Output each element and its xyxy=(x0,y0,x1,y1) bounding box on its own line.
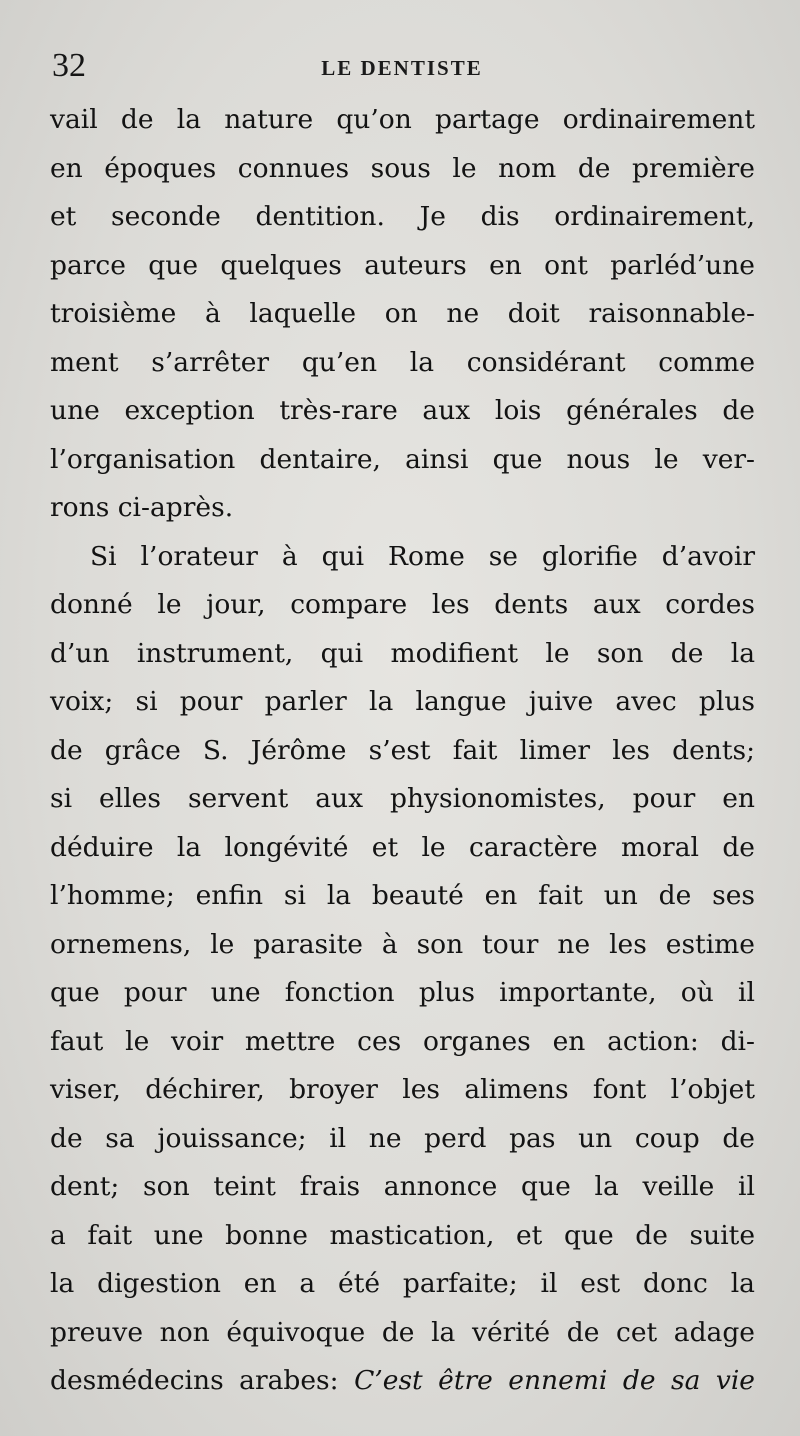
text-line: rons ci-après. xyxy=(50,492,234,523)
text-line: l’organisation dentaire, ainsi que nous le ver- xyxy=(50,443,755,475)
text-line: l’homme; enfin si la beauté en fait un de ses xyxy=(50,880,755,911)
page-number: 32 xyxy=(52,47,86,84)
text-line: une exception très-rare aux lois générales de xyxy=(50,395,755,426)
text-line: d’un instrument, qui modifient le son de la xyxy=(50,637,755,669)
text-line: Si l’orateur à qui Rome se glorifie d’avoir xyxy=(90,540,755,572)
text-line: a fait une bonne mastication, et que de suite xyxy=(50,1219,755,1251)
text-line: dent; son teint frais annonce que la veille il xyxy=(50,1171,755,1202)
text-line: donné le jour, compare les dents aux cordes xyxy=(50,589,755,620)
text-line: preuve non équivoque de la vérité de cet adage xyxy=(50,1316,755,1348)
final-line-italic: C’est être ennemi de sa vie xyxy=(354,1365,755,1396)
text-line: déduire la longévité et le caractère moral de xyxy=(50,831,755,863)
text-line: la digestion en a été parfaite; il est donc la xyxy=(50,1268,755,1299)
text-line: voix; si pour parler la langue juive avec plus xyxy=(50,686,755,717)
page-header xyxy=(52,46,752,96)
text-line: vail de la nature qu’on partage ordinairement xyxy=(50,104,755,135)
paragraph-1 xyxy=(50,96,755,533)
text-line: faut le voir mettre ces organes en action: di- xyxy=(50,1025,755,1057)
paragraph-2 xyxy=(50,533,755,1406)
body-text xyxy=(50,96,755,1406)
text-line: si elles servent aux physionomistes, pour en xyxy=(50,783,755,814)
text-line-final xyxy=(50,1357,755,1406)
running-head: LE DENTISTE xyxy=(321,56,483,80)
final-line-regular: desmédecins arabes: xyxy=(50,1365,339,1396)
text-line: ornemens, le parasite à son tour ne les estime xyxy=(50,928,755,960)
text-line: ment s’arrêter qu’en la considérant comme xyxy=(50,346,755,378)
text-line: de sa jouissance; il ne perd pas un coup de xyxy=(50,1122,755,1154)
text-line: parce que quelques auteurs en ont parléd’une xyxy=(50,249,755,281)
text-line: de grâce S. Jérôme s’est fait limer les dents; xyxy=(50,734,755,766)
text-line: troisième à laquelle on ne doit raisonnable- xyxy=(50,298,755,329)
text-line: et seconde dentition. Je dis ordinairement, xyxy=(50,201,755,232)
text-line: viser, déchirer, broyer les alimens font l’objet xyxy=(50,1074,755,1105)
text-line: en époques connues sous le nom de première xyxy=(50,152,755,184)
text-line: que pour une fonction plus importante, où il xyxy=(50,977,755,1008)
